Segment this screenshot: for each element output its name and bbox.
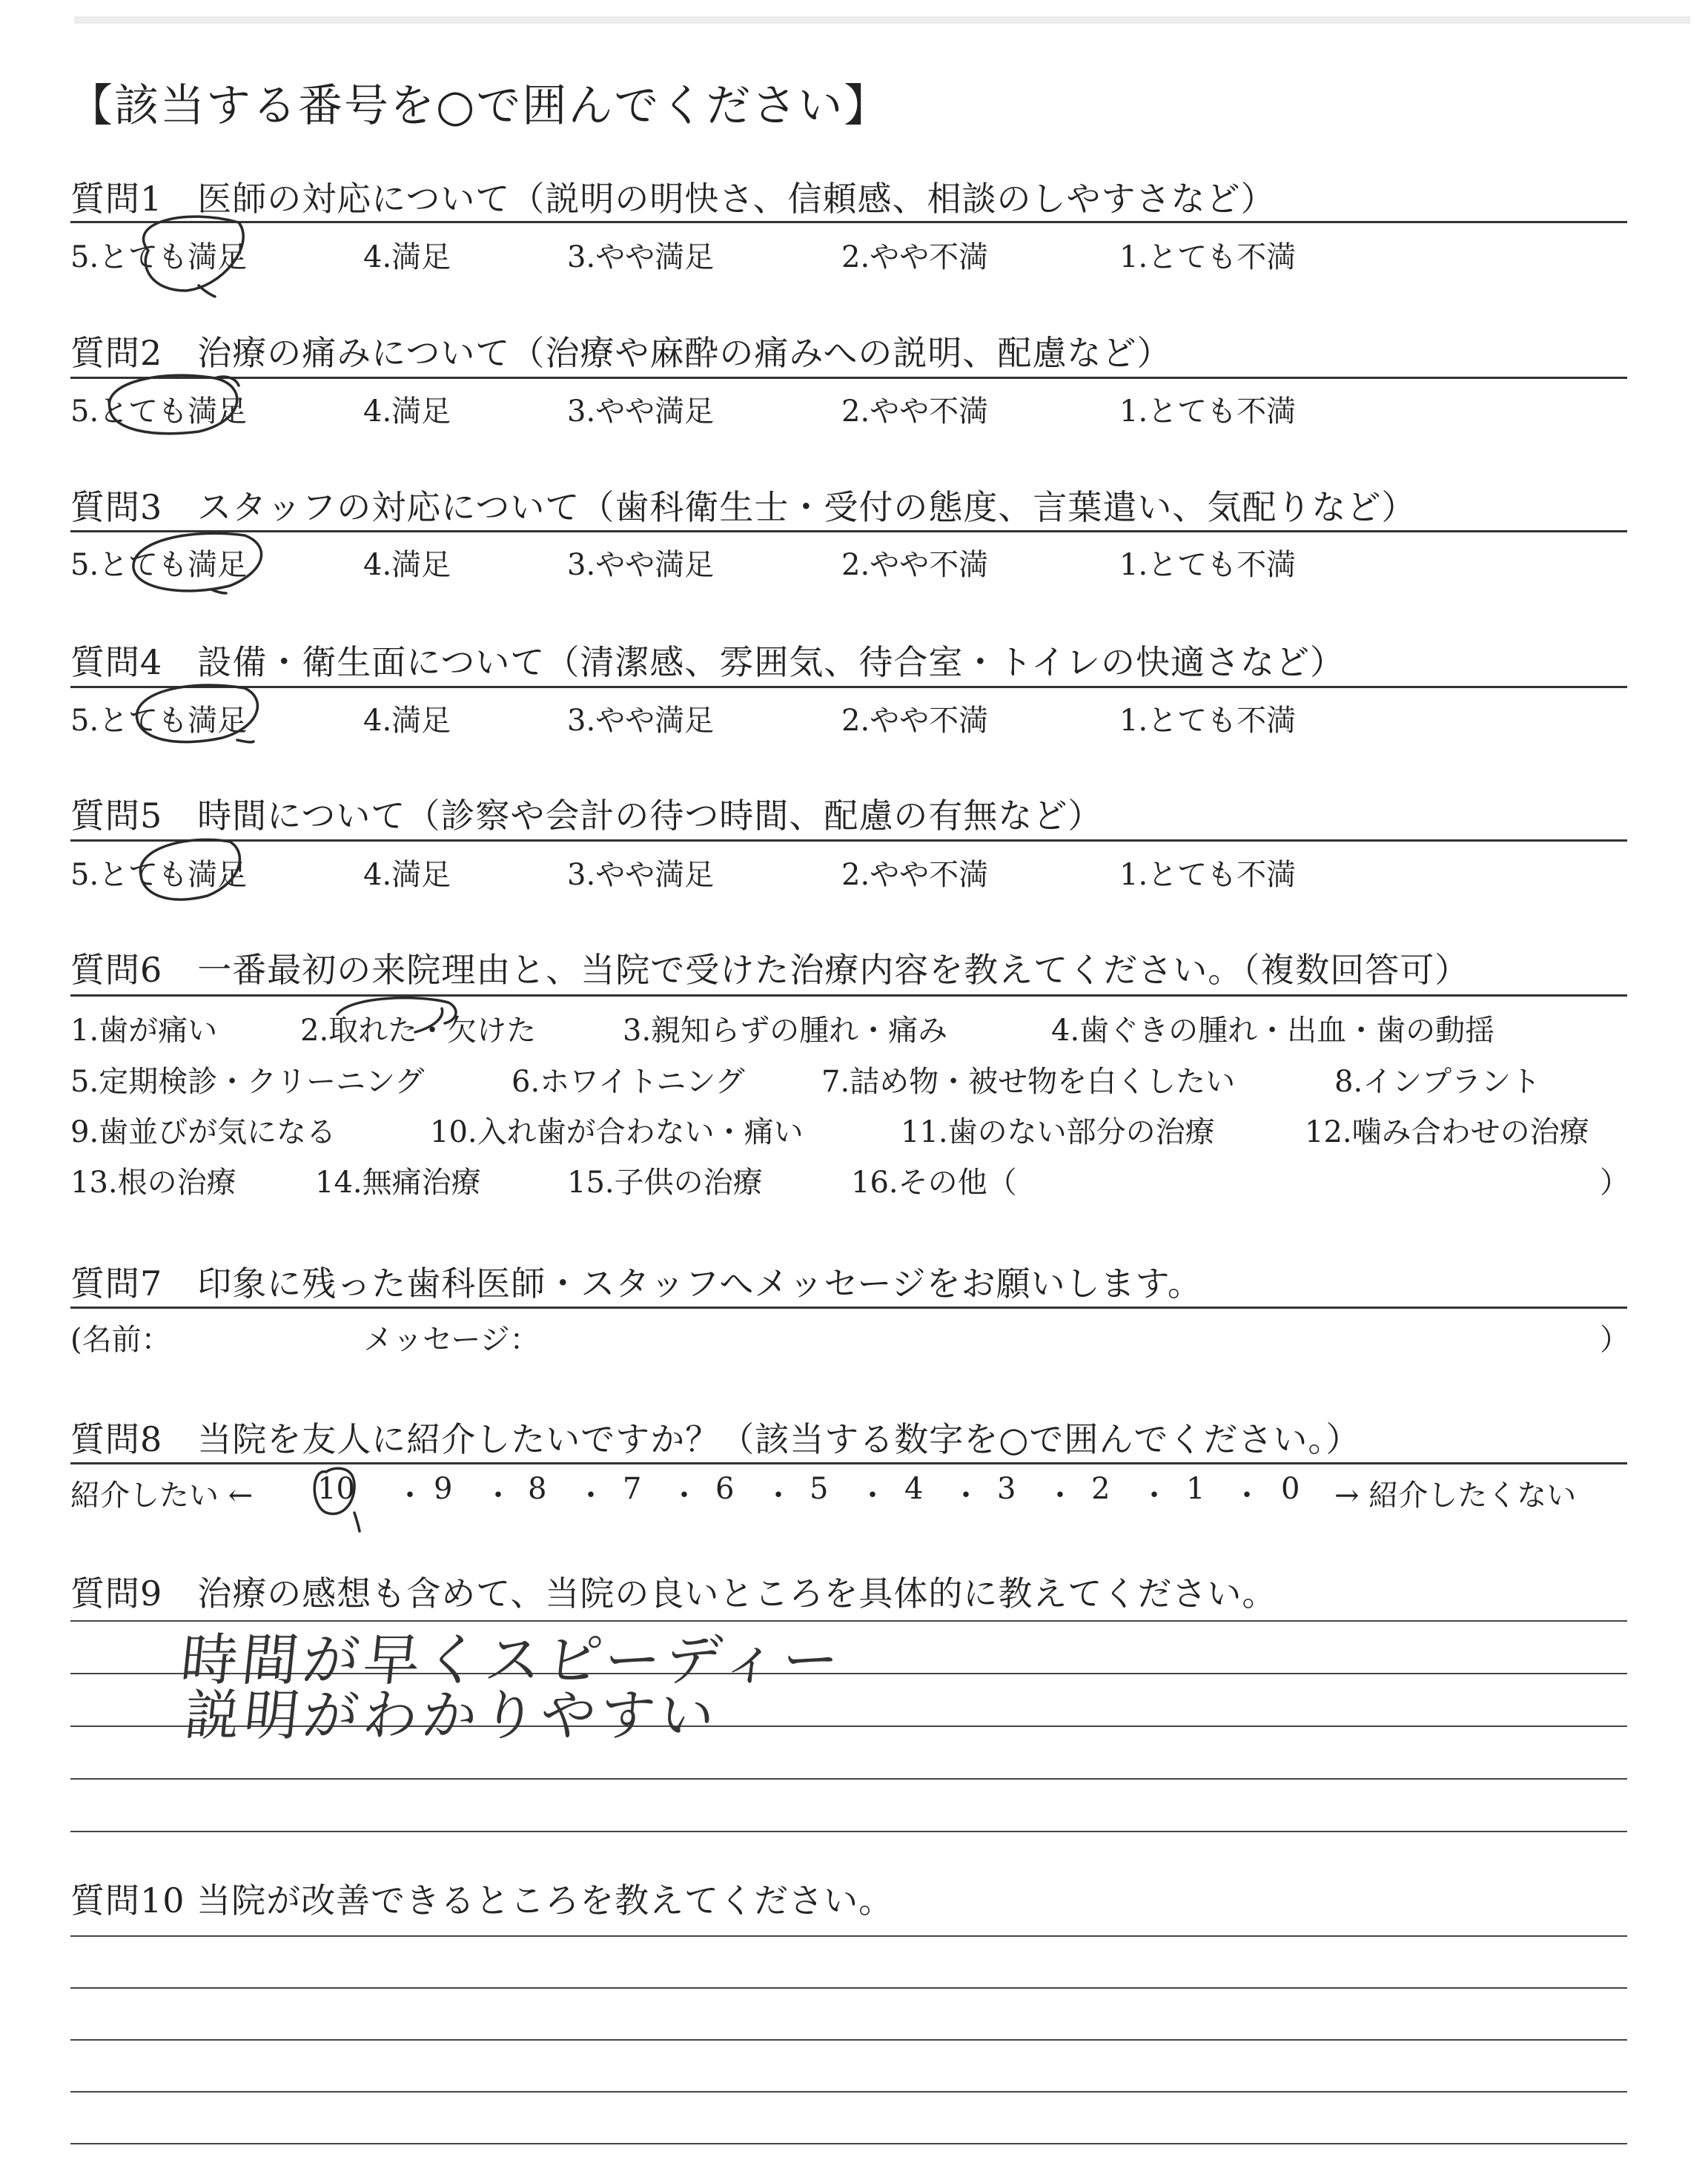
question-5-title: 質問5 時間について（診察や会計の待つ時間、配慮の有無など） (70, 796, 1103, 836)
question-5-rule (70, 839, 1627, 842)
q9-handwritten-line-1: 時間が早くスピーディー (177, 1627, 847, 1693)
q4-option-4[interactable]: 4.満足 (363, 704, 451, 738)
q5-option-1[interactable]: 1.とても不満 (1119, 858, 1297, 892)
q3-option-1[interactable]: 1.とても不満 (1119, 548, 1297, 582)
q8-number-0[interactable]: 0 (1281, 1472, 1300, 1506)
q8-dot: ・ (483, 1479, 513, 1513)
question-2-title: 質問2 治療の痛みについて（治療や麻酔の痛みへの説明、配慮など） (70, 333, 1172, 373)
q6-option-6[interactable]: 6.ホワイトニング (512, 1065, 745, 1099)
q9-handwritten-line-2: 説明がわかりやすい (181, 1684, 722, 1748)
q8-dot: ・ (1139, 1479, 1169, 1513)
q4-option-1[interactable]: 1.とても不満 (1119, 704, 1297, 738)
q9-writing-line (70, 1831, 1627, 1832)
q1-option-1[interactable]: 1.とても不満 (1119, 240, 1297, 274)
q8-dot: ・ (951, 1479, 981, 1513)
question-3-rule (70, 530, 1627, 532)
q1-option-5[interactable]: 5.とても満足 (70, 240, 248, 274)
q8-number-2[interactable]: 2 (1091, 1472, 1110, 1506)
q1-option-2[interactable]: 2.やや不満 (841, 240, 989, 274)
q5-option-3[interactable]: 3.やや満足 (567, 858, 715, 892)
q3-option-2[interactable]: 2.やや不満 (841, 548, 989, 582)
q8-dot: ・ (669, 1479, 699, 1513)
q10-writing-line (70, 1987, 1627, 1989)
q6-option-16[interactable]: 16.その他（ (851, 1166, 1017, 1200)
q7-name-label: (名前： (70, 1323, 171, 1357)
q4-option-5[interactable]: 5.とても満足 (70, 704, 248, 738)
question-4-title: 質問4 設備・衛生面について（清潔感、雰囲気、待合室・トイレの快適さなど） (70, 642, 1345, 682)
question-8-title: 質問8 当院を友人に紹介したいですか？（該当する数字を○で囲んでください。） (70, 1419, 1361, 1459)
question-6-title: 質問6 一番最初の来院理由と、当院で受けた治療内容を教えてください。（複数回答可） (70, 950, 1470, 990)
q2-option-3[interactable]: 3.やや満足 (567, 394, 715, 429)
q8-dot: ・ (395, 1479, 425, 1513)
q3-option-4[interactable]: 4.満足 (363, 548, 451, 582)
question-2-rule (70, 377, 1627, 379)
q5-option-4[interactable]: 4.満足 (363, 858, 451, 892)
q1-option-4[interactable]: 4.満足 (363, 240, 451, 274)
question-1-title: 質問1 医師の対応について（説明の明快さ、信頼感、相談のしやすさなど） (70, 179, 1276, 219)
q6-option-15[interactable]: 15.子供の治療 (567, 1166, 763, 1200)
q5-option-5[interactable]: 5.とても満足 (70, 858, 248, 892)
question-1-rule (70, 221, 1627, 223)
q8-dot: ・ (764, 1479, 793, 1513)
q1-option-3[interactable]: 3.やや満足 (567, 240, 715, 274)
q8-left-label: 紹介したい ← (70, 1479, 254, 1513)
q7-message-label: メッセージ： (363, 1323, 540, 1357)
form-header: 【該当する番号を○で囲んでください】 (68, 80, 890, 132)
q3-option-5[interactable]: 5.とても満足 (70, 548, 248, 582)
question-9-title: 質問9 治療の感想も含めて、当院の良いところを具体的に教えてください。 (70, 1573, 1277, 1614)
q8-number-5[interactable]: 5 (810, 1472, 829, 1506)
scan-top-edge (74, 16, 1690, 24)
q6-option-8[interactable]: 8.インプラント (1334, 1065, 1541, 1099)
q8-number-1[interactable]: 1 (1186, 1472, 1205, 1506)
q6-option-2[interactable]: 2.取れた・欠けた (300, 1014, 537, 1048)
q6-option-9[interactable]: 9.歯並びが気になる (70, 1115, 337, 1149)
q8-dot: ・ (858, 1479, 887, 1513)
q6-option-3[interactable]: 3.親知らずの腫れ・痛み (623, 1014, 948, 1048)
question-7-rule (70, 1307, 1627, 1309)
q8-right-label: → 紹介したくない (1334, 1479, 1577, 1513)
q8-number-7[interactable]: 7 (623, 1472, 642, 1506)
q3-option-3[interactable]: 3.やや満足 (567, 548, 715, 582)
q8-number-6[interactable]: 6 (715, 1472, 735, 1506)
q8-dot: ・ (1232, 1479, 1262, 1513)
q2-option-2[interactable]: 2.やや不満 (841, 394, 989, 429)
q4-option-2[interactable]: 2.やや不満 (841, 704, 989, 738)
q10-writing-line (70, 2091, 1627, 2093)
q7-close-paren: ） (1600, 1323, 1629, 1357)
question-10-title: 質問10 当院が改善できるところを教えてください。 (70, 1880, 894, 1920)
question-8-rule (70, 1462, 1627, 1464)
q10-writing-line (70, 2039, 1627, 2041)
question-4-rule (70, 686, 1627, 688)
q4-option-3[interactable]: 3.やや満足 (567, 704, 715, 738)
q6-option-7[interactable]: 7.詰め物・被せ物を白くしたい (821, 1065, 1236, 1099)
q6-option-10[interactable]: 10.入れ歯が合わない・痛い (430, 1115, 804, 1149)
q6-option-16-close: ） (1600, 1166, 1629, 1200)
q8-dot: ・ (1045, 1479, 1075, 1513)
question-7-title: 質問7 印象に残った歯科医師・スタッフへメッセージをお願いします。 (70, 1264, 1202, 1304)
q2-option-4[interactable]: 4.満足 (363, 394, 451, 429)
q6-option-11[interactable]: 11.歯のない部分の治療 (901, 1115, 1215, 1149)
q6-option-5[interactable]: 5.定期検診・クリーニング (70, 1065, 425, 1099)
q8-dot: ・ (576, 1479, 606, 1513)
question-3-title: 質問3 スタッフの対応について（歯科衛生士・受付の態度、言葉遣い、気配りなど） (70, 487, 1417, 527)
q6-option-4[interactable]: 4.歯ぐきの腫れ・出血・歯の動揺 (1051, 1014, 1495, 1048)
question-6-rule (70, 994, 1627, 997)
q2-option-5[interactable]: 5.とても満足 (70, 394, 248, 429)
q2-option-1[interactable]: 1.とても不満 (1119, 394, 1297, 429)
q6-option-1[interactable]: 1.歯が痛い (70, 1014, 218, 1048)
q8-number-8[interactable]: 8 (528, 1472, 547, 1506)
q8-number-10[interactable]: 10 (317, 1472, 355, 1506)
q6-option-13[interactable]: 13.根の治療 (70, 1166, 236, 1200)
q8-number-4[interactable]: 4 (904, 1472, 924, 1506)
q8-number-9[interactable]: 9 (434, 1472, 453, 1506)
q8-number-3[interactable]: 3 (997, 1472, 1016, 1506)
q6-option-12[interactable]: 12.噛み合わせの治療 (1305, 1115, 1589, 1149)
q10-writing-line (70, 2143, 1627, 2144)
q9-writing-line (70, 1778, 1627, 1780)
q5-option-2[interactable]: 2.やや不満 (841, 858, 989, 892)
q10-writing-line (70, 1935, 1627, 1937)
q6-option-14[interactable]: 14.無痛治療 (315, 1166, 481, 1200)
